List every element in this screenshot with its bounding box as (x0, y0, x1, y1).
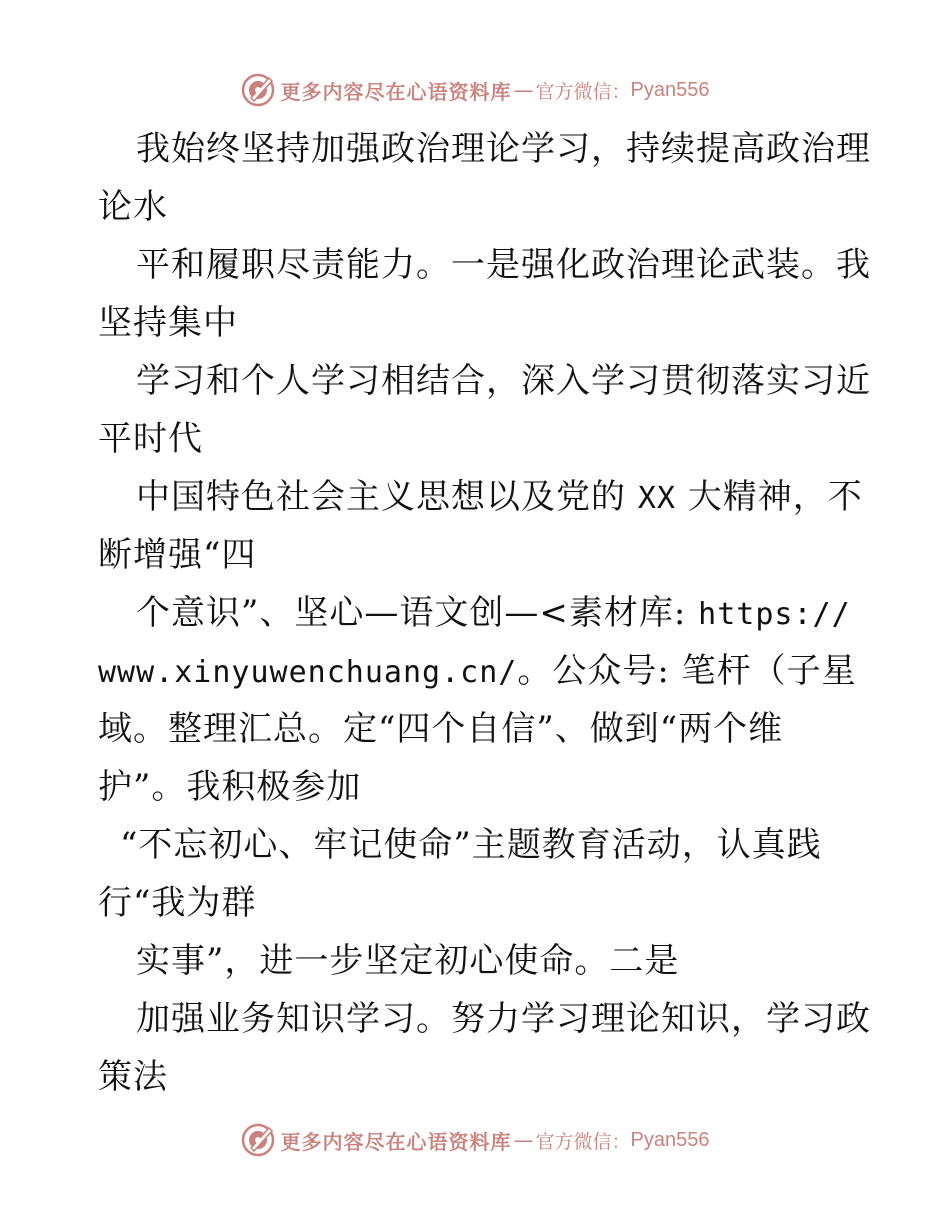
text-line: 平时代 (98, 419, 203, 459)
text-line: 论水 (98, 187, 168, 227)
text-line: 平和履职尽责能力。一是强化政治理论武装。我 (136, 245, 871, 285)
banner-separator: — (513, 1128, 534, 1152)
text-line: 中国特色社会主义思想以及党的 XX 大精神，不 (136, 477, 863, 517)
text-line: 实事”，进一步坚定初心使命。二是 (136, 941, 680, 981)
banner-label: 官方微信： (535, 1130, 631, 1153)
pen-logo-icon (241, 1122, 277, 1158)
text-line: 我始终坚持加强政治理论学习，持续提高政治理 (136, 129, 871, 169)
text-line: 坚持集中 (98, 303, 238, 343)
text-line: 断增强“四 (98, 535, 257, 575)
text-line: 域。整理汇总。定“四个自信”、做到“两个维 (98, 709, 784, 749)
banner-text: 更多内容尽在心语资料库 (280, 79, 512, 104)
banner-text: 更多内容尽在心语资料库 (280, 1129, 512, 1154)
text-line: 学习和个人学习相结合，深入学习贯彻落实习近 (136, 361, 871, 401)
text-line: 策法 (98, 1057, 168, 1097)
banner-wechat-id: Pyan556 (630, 78, 710, 101)
text-line: 护”。我积极参加 (98, 767, 362, 807)
document-body (98, 120, 871, 1106)
text-line: 行“我为群 (98, 883, 257, 923)
text-line: “不忘初心、牢记使命”主题教育活动，认真践 (120, 825, 822, 865)
banner-label: 官方微信： (535, 80, 631, 103)
banner-separator: — (513, 78, 534, 102)
text-line: 个意识”、坚心—语文创—<素材库: https:// (136, 593, 851, 633)
pen-logo-icon (241, 72, 277, 108)
banner-wechat-id: Pyan556 (630, 1128, 710, 1151)
header-watermark-banner (0, 70, 950, 110)
text-line: 加强业务知识学习。努力学习理论知识，学习政 (136, 999, 871, 1039)
footer-watermark-banner (0, 1120, 950, 1160)
text-line: www.xinyuwenchuang.cn/。公众号: 笔杆（子星 (98, 651, 857, 691)
